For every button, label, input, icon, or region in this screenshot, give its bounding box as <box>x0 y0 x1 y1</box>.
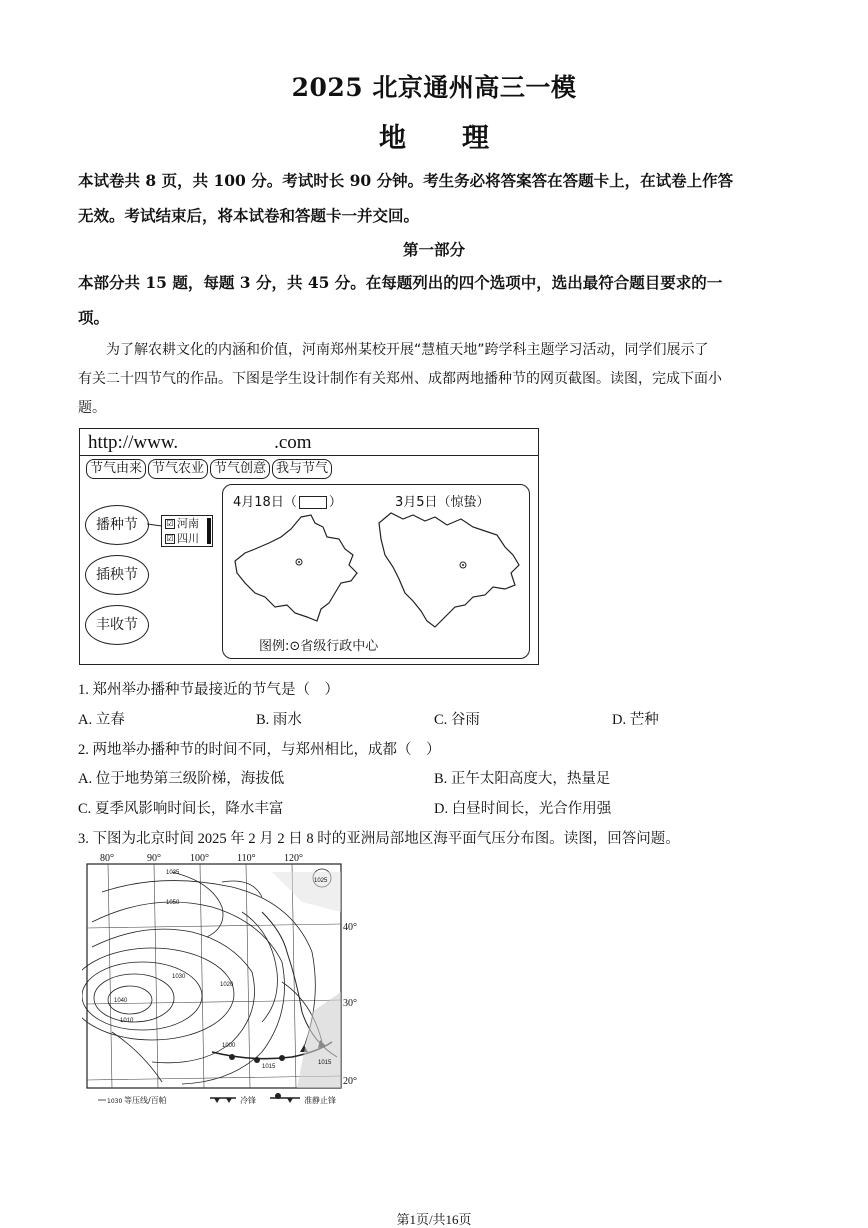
lon-label-80: 80° <box>100 853 114 864</box>
oval-transplanting[interactable]: 插秧节 <box>85 555 149 595</box>
legend-isobar: 等压线/百帕 <box>124 1096 167 1105</box>
subject-char-2: 理 <box>462 123 489 154</box>
isobar-label: 1050 <box>166 900 180 906</box>
q1-option-a[interactable]: A. 立春 <box>78 712 125 728</box>
question-1-stem: 1. 郑州举办播种节最接近的节气是（ ） <box>78 682 339 698</box>
tab-bar <box>86 459 332 479</box>
page-title: 2025 北京通州高三一模 <box>291 73 577 102</box>
context-paragraph <box>78 336 790 423</box>
isobar-label: 1035 <box>166 870 180 876</box>
instructions-line-1: 本试卷共 8 页，共 100 分。考试时长 90 分钟。考生务必将答案答在答题卡上，在试卷上作答 <box>78 171 734 190</box>
subject-char-1: 地 <box>379 123 406 154</box>
checkbox-panel <box>161 515 213 547</box>
tab-agriculture[interactable]: 节气农业 <box>148 459 208 479</box>
part-heading: 第一部分 <box>402 240 465 259</box>
checkbox-henan[interactable] <box>162 516 212 531</box>
webpage-figure <box>79 428 539 665</box>
blank-answer-box <box>299 496 327 509</box>
oval-harvest[interactable]: 丰收节 <box>85 605 149 645</box>
context-line-3: 题。 <box>78 400 106 416</box>
part-description <box>78 265 790 335</box>
capital-icon: ⊙ <box>289 639 301 654</box>
instructions <box>78 163 790 233</box>
q2-option-d[interactable]: D. 白昼时间长，光合作用强 <box>434 801 612 817</box>
page-footer: 第1页/共16页 <box>396 1212 472 1227</box>
legend-sample: 1030 <box>107 1098 123 1105</box>
scrollbar[interactable] <box>207 518 211 544</box>
check-icon: ☑ <box>166 519 174 528</box>
q2-option-c[interactable]: C. 夏季风影响时间长，降水丰富 <box>78 801 284 817</box>
checkbox-label: 河南 <box>177 517 199 530</box>
q2-option-b[interactable]: B. 正午太阳高度大，热量足 <box>434 771 611 787</box>
date-left <box>233 491 342 510</box>
date-right: 3月5日（惊蛰） <box>395 495 490 510</box>
tab-origin[interactable]: 节气由来 <box>86 459 146 479</box>
url-prefix: http://www. <box>88 432 179 453</box>
date-left-close: ） <box>328 495 342 510</box>
isobar-label: 1040 <box>114 998 128 1004</box>
isobar-label: 1025 <box>314 878 328 884</box>
part-description-line-2: 项。 <box>78 308 110 327</box>
isobar-label: 1015 <box>262 1064 276 1070</box>
url-suffix: .com <box>274 432 312 453</box>
pressure-map <box>82 852 362 1108</box>
isobar-label: 1015 <box>318 1060 332 1066</box>
subject-title <box>0 116 868 155</box>
q2-option-a[interactable]: A. 位于地势第三级阶梯，海拔低 <box>78 771 285 787</box>
instructions-line-2: 无效。考试结束后，将本试卷和答题卡一并交回。 <box>78 206 420 225</box>
lon-label-120: 120° <box>284 853 303 864</box>
question-2-stem: 2. 两地举办播种节的时间不同，与郑州相比，成都（ ） <box>78 742 441 758</box>
legend-stationary-front: 准静止锋 <box>304 1096 336 1105</box>
part-description-line-1: 本部分共 15 题，每题 3 分，共 45 分。在每题列出的四个选项中，选出最符合题目要求的一 <box>78 273 723 292</box>
q1-option-b[interactable]: B. 雨水 <box>256 712 302 728</box>
henan-map <box>231 513 366 628</box>
isobar-label: 1000 <box>222 1043 236 1049</box>
isobar-label: 1020 <box>220 982 234 988</box>
lon-label-90: 90° <box>147 853 161 864</box>
lat-label-30: 30° <box>343 998 357 1009</box>
date-left-text: 4月18日（ <box>233 495 297 510</box>
lon-label-100: 100° <box>190 853 209 864</box>
legend-prefix: 图例: <box>259 639 290 654</box>
map-legend <box>259 635 378 654</box>
q1-option-c[interactable]: C. 谷雨 <box>434 712 480 728</box>
question-3-stem: 3. 下图为北京时间 2025 年 2 月 2 日 8 时的亚洲局部地区海平面气压分布图。读图，回答问题。 <box>78 831 680 847</box>
lat-label-40: 40° <box>343 922 357 933</box>
tab-creative[interactable]: 节气创意 <box>210 459 270 479</box>
isobar-label: 1010 <box>120 1018 134 1024</box>
lat-label-20: 20° <box>343 1076 357 1087</box>
q1-option-d[interactable]: D. 芒种 <box>612 712 659 728</box>
map-panel <box>222 484 530 659</box>
context-line-1: 为了解农耕文化的内涵和价值，河南郑州某校开展“慧植天地”跨学科主题学习活动，同学们展示了 <box>106 342 709 358</box>
checkbox-sichuan[interactable] <box>162 531 212 546</box>
tab-me[interactable]: 我与节气 <box>272 459 332 479</box>
context-line-2: 有关二十四节气的作品。下图是学生设计制作有关郑州、成都两地播种节的网页截图。读图，完成下面小 <box>78 371 722 387</box>
isobar-label: 1030 <box>172 974 186 980</box>
checkbox-label: 四川 <box>177 532 199 545</box>
legend-cold-front: 冷锋 <box>240 1096 256 1105</box>
lon-label-110: 110° <box>237 853 256 864</box>
legend-text: 省级行政中心 <box>300 639 379 654</box>
check-icon: ☑ <box>166 534 174 543</box>
sichuan-map <box>373 509 523 637</box>
oval-sowing[interactable]: 播种节 <box>85 505 149 545</box>
url-bar <box>80 429 538 456</box>
